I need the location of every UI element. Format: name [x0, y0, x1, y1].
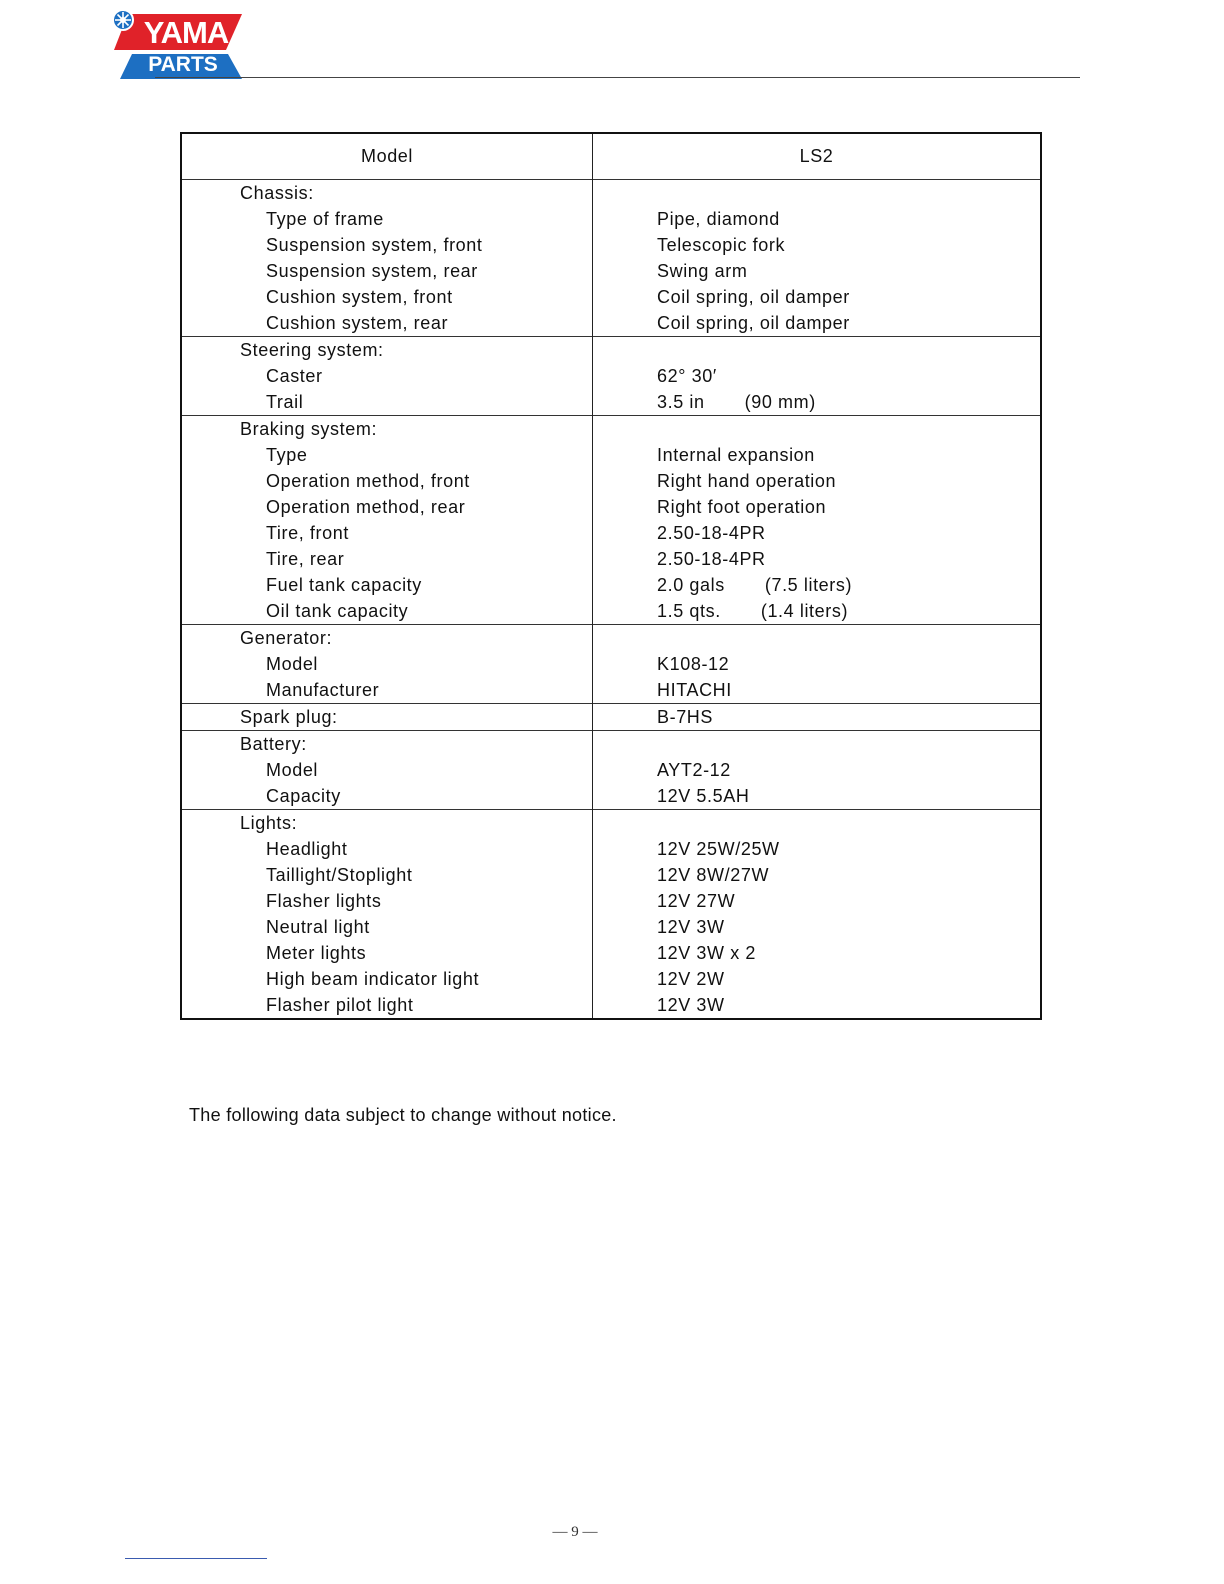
spec-value: [593, 258, 1040, 284]
spec-value-primary: Right foot operation: [657, 497, 827, 517]
blank-spacer: [593, 180, 1040, 206]
page-number: — 9 —: [552, 1524, 598, 1540]
header-model-label: Model: [181, 133, 593, 180]
logo-word-yama: YAMA: [143, 15, 229, 50]
spec-value-primary: Telescopic fork: [657, 235, 786, 255]
spec-value-primary: K108-12: [657, 654, 730, 674]
spec-label: Cushion system, rear: [266, 313, 449, 333]
spec-label: Model: [266, 760, 319, 780]
yama-parts-logo: [110, 8, 245, 82]
section-labels: [181, 731, 593, 810]
spec-label: Suspension system, front: [266, 235, 483, 255]
spec-table: [180, 132, 1042, 1020]
blank-spacer: [593, 337, 1040, 363]
spec-label: Type of frame: [266, 209, 384, 229]
spec-section: [181, 810, 1041, 1020]
header-rule: [155, 77, 1080, 78]
spec-label: Meter lights: [266, 943, 367, 963]
section-title: Battery:: [240, 734, 307, 754]
spec-value-primary: 12V 5.5AH: [657, 786, 750, 806]
spec-value: [593, 888, 1040, 914]
spec-value: [593, 442, 1040, 468]
spec-label: Tire, rear: [266, 549, 345, 569]
footer-rule: [125, 1558, 267, 1559]
section-title: Steering system:: [240, 340, 384, 360]
spec-value-primary: 12V 8W/27W: [657, 865, 770, 885]
spec-label: Fuel tank capacity: [266, 575, 422, 595]
section-title: Generator:: [240, 628, 333, 648]
spec-value: [593, 310, 1040, 336]
spec-section: [181, 416, 1041, 625]
spec-value: [593, 520, 1040, 546]
section-labels: [181, 704, 593, 731]
spec-value: [593, 598, 1040, 624]
spec-section: [181, 337, 1041, 416]
header-model-value: LS2: [593, 133, 1042, 180]
section-title: Lights:: [240, 813, 298, 833]
spec-label: Suspension system, rear: [266, 261, 478, 281]
spec-label: Taillight/Stoplight: [266, 865, 413, 885]
spec-label: Trail: [266, 392, 304, 412]
spec-label: Flasher pilot light: [266, 995, 414, 1015]
spec-label: Model: [266, 654, 319, 674]
spec-value: [593, 862, 1040, 888]
spec-value-primary: 12V 25W/25W: [657, 839, 780, 859]
spec-value-primary: Coil spring, oil damper: [657, 287, 850, 307]
blank-spacer: [593, 416, 1040, 442]
spec-value-primary: 2.0 gals: [657, 575, 725, 595]
spec-label: Type: [266, 445, 308, 465]
spec-value: [593, 206, 1040, 232]
spec-value: [593, 992, 1040, 1018]
section-values: [593, 625, 1042, 704]
spec-table-header: [181, 133, 1041, 180]
section-values: [593, 704, 1042, 731]
section-title: Chassis:: [240, 183, 314, 203]
spec-label: Oil tank capacity: [266, 601, 409, 621]
spec-value-primary: 2.50-18-4PR: [657, 549, 766, 569]
spec-value-secondary: (7.5 liters): [764, 575, 853, 595]
spec-value-primary: 2.50-18-4PR: [657, 523, 766, 543]
spec-value-primary: 12V 3W: [657, 995, 725, 1015]
spec-value-primary: Coil spring, oil damper: [657, 313, 850, 333]
spec-value: [593, 836, 1040, 862]
section-labels: [181, 625, 593, 704]
spec-value: [593, 914, 1040, 940]
spec-label: Cushion system, front: [266, 287, 453, 307]
spec-value: [593, 966, 1040, 992]
spec-label: Operation method, rear: [266, 497, 466, 517]
spec-value-primary: Swing arm: [657, 261, 748, 281]
spec-value: [593, 677, 1040, 703]
section-title: Braking system:: [240, 419, 378, 439]
section-labels: [181, 337, 593, 416]
spec-value-secondary: (1.4 liters): [760, 601, 849, 621]
spec-value-primary: HITACHI: [657, 680, 732, 700]
spec-value-primary: 12V 2W: [657, 969, 725, 989]
spec-value: [593, 232, 1040, 258]
spec-label: Neutral light: [266, 917, 370, 937]
section-labels: [181, 416, 593, 625]
spec-label: Caster: [266, 366, 323, 386]
spec-value: [593, 783, 1040, 809]
spec-value-primary: Pipe, diamond: [657, 209, 780, 229]
blank-spacer: [593, 731, 1040, 757]
spec-label: Tire, front: [266, 523, 349, 543]
spec-value: [593, 363, 1040, 389]
spec-value-primary: 3.5 in: [657, 392, 705, 412]
spec-value: [593, 651, 1040, 677]
spec-value: [593, 284, 1040, 310]
blank-spacer: [593, 810, 1040, 836]
section-values: [593, 416, 1042, 625]
spec-value: [593, 389, 1040, 415]
spec-label: Operation method, front: [266, 471, 470, 491]
spec-value: [593, 940, 1040, 966]
logo-word-parts: PARTS: [148, 53, 218, 76]
spec-section: [181, 731, 1041, 810]
spec-label: Headlight: [266, 839, 348, 859]
spec-section: [181, 625, 1041, 704]
spec-label: High beam indicator light: [266, 969, 480, 989]
spec-value: [593, 468, 1040, 494]
spec-value-primary: Internal expansion: [657, 445, 815, 465]
spec-value-primary: 12V 27W: [657, 891, 736, 911]
spec-value: [593, 546, 1040, 572]
spec-section: [181, 180, 1041, 337]
section-values: [593, 180, 1042, 337]
spec-label: Capacity: [266, 786, 341, 806]
footnote: The following data subject to change without notice.: [189, 1105, 617, 1125]
spec-value-primary: 1.5 qts.: [657, 601, 721, 621]
section-title-value: B-7HS: [657, 707, 714, 727]
section-labels: [181, 180, 593, 337]
section-values: [593, 810, 1042, 1020]
spec-value-primary: 62° 30′: [657, 366, 717, 386]
spec-value-primary: 12V 3W x 2: [657, 943, 757, 963]
section-labels: [181, 810, 593, 1020]
spec-label: Flasher lights: [266, 891, 382, 911]
spec-value: [593, 757, 1040, 783]
spec-section: [181, 704, 1041, 731]
spec-value-primary: AYT2-12: [657, 760, 731, 780]
spec-label: Manufacturer: [266, 680, 380, 700]
spec-value-secondary: (90 mm): [744, 392, 816, 412]
spec-value-primary: Right hand operation: [657, 471, 837, 491]
section-values: [593, 731, 1042, 810]
blank-spacer: [593, 625, 1040, 651]
spec-value-primary: 12V 3W: [657, 917, 725, 937]
section-values: [593, 337, 1042, 416]
spec-value: [593, 572, 1040, 598]
spec-value: [593, 494, 1040, 520]
section-title: Spark plug:: [240, 707, 338, 727]
